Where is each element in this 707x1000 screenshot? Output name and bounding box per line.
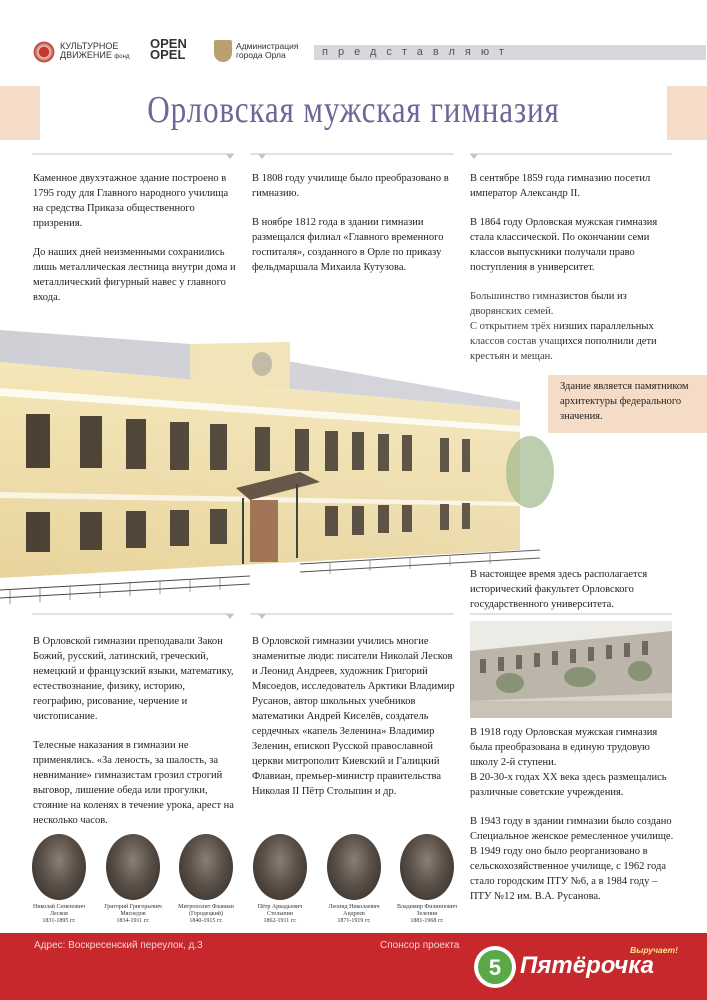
portrait-andreev — [327, 834, 381, 900]
gymnasium-building-illustration — [0, 292, 560, 608]
address-text: Адрес: Воскресенский переулок, д.3 — [34, 940, 203, 951]
portrait-image — [106, 834, 160, 900]
curriculum-column: В Орловской гимназии преподавали Закон Божий, русский, латинский, греческий, немецкий и французский языки, математику, естествознание, физику, историю, географию, рисование, черчение и чистописание. Телесные наказания в гимназии не применялись. «За леность, за шалость, за невнимание» гимназистам грозил строгий выговор, лишение обеда или прогулки, стояние на коленях в течение урока, арест на несколько часов. — [33, 636, 234, 826]
history-column-2: В 1808 году училище было преобразовано в гимназию. В ноябре 1812 года в здании гимназии размещался филиал «Главного временного госпиталя», созданного в Орле по приказу фельдмаршала Михаила Кутузова. — [252, 173, 449, 273]
portrait-image — [327, 834, 381, 900]
sponsor-label: Спонсор проекта — [380, 940, 460, 951]
svg-text:5: 5 — [488, 955, 502, 980]
present-day-text: В настоящее время здесь располагается исторический факультет Орловского государственного университета. — [470, 569, 648, 610]
historical-photo — [470, 621, 672, 718]
history-column-3: В сентябре 1859 года гимназию посетил император Александр II. В 1864 году Орловская мужская гимназия стала классической. По окончании семи классов выпускники получали право поступления в университет. Большинство гимназистов были из дворянских семей. С открытием трёх низших параллельных классов состав учащихся пополнили дети крестьян и мещан. — [470, 173, 658, 362]
kultura-logo-mark — [32, 40, 56, 64]
portrait-zelenin — [400, 834, 454, 900]
portrait-image — [400, 834, 454, 900]
portrait-caption: Леонид Николаевич Андреев 1871-1919 гг. — [328, 904, 380, 924]
portrait-image — [32, 834, 86, 900]
portrait-caption: Владимир Филиппович Зеленин 1881-1968 гг. — [396, 904, 458, 924]
top-dividers — [32, 152, 672, 160]
history-column-1: Каменное двухэтажное здание построено в 1795 году для Главного народного училища на средства Приказа общественного призрения. До наших дней неизменными сохранились лишь металлическая лестница внутри дома и металлический фигурный навес у главного входа. — [33, 173, 236, 303]
architecture-note: Здание является памятником архитектуры федерального значения. — [548, 375, 707, 433]
portrait-caption: Николай Семенович Лесков 1831-1895 гг. — [33, 904, 85, 924]
city-crest-icon — [214, 40, 232, 62]
kultura-logo — [32, 38, 142, 66]
administration-logo: Администрация города Орла — [214, 40, 314, 62]
kultura-logo-text: КУЛЬТУРНОЕ ДВИЖЕНИЕ фонд — [60, 41, 130, 60]
portrait-stolypin — [253, 834, 307, 900]
portrait-image — [253, 834, 307, 900]
portrait-caption: Пётр Аркадьевич Столыпин 1862-1911 гг. — [257, 904, 303, 924]
portrait-leskov — [32, 834, 86, 900]
open-opel-logo: OPEN OPEL — [150, 36, 187, 62]
page-title: Орловская мужская гимназия — [147, 89, 560, 131]
pyaterochka-logo-icon — [472, 944, 518, 990]
portrait-caption: Митрополит Флавиан (Городецкий) 1840-1915 гг. — [178, 904, 234, 924]
portrait-flavian — [179, 834, 233, 900]
sponsor-brand: Пятёрочка — [520, 952, 655, 979]
sponsor-tagline: Выручает! — [630, 945, 678, 955]
bottom-dividers — [32, 612, 672, 620]
soviet-history-column: В 1918 году Орловская мужская гимназия была преобразована в единую трудовую школу 2-й ступени. В 20-30-х годах XX века здесь размещались различные советские учреждения. В 1943 году в здании гимназии было создано Специальное женское ремесленное училище. В 1949 году оно было реорганизовано в сельскохозяйственное училище, с 1962 года стало городским ПТУ №6, а в 1984 году – ПТУ №12 им. В.А. Русанова. — [470, 727, 674, 902]
portrait-caption: Григорий Григорьевич Мясоедов 1834-1911 гг. — [104, 904, 162, 924]
portrait-myasoedov — [106, 834, 160, 900]
presents-banner: представляют — [314, 45, 706, 60]
portrait-image — [179, 834, 233, 900]
famous-alumni-column: В Орловской гимназии учились многие знаменитые люди: писатели Николай Лесков и Леонид Андреев, художник Григорий Мясоедов, исследователь Арктики Владимир Русанов, автор школьных учебников математики Андрей Киселёв, создатель сердечных «капель Зеленина» Владимир Зеленин, епископ Русской православной церкви митрополит Киевский и Галицкий Флавиан, премьер-министр правительства Николая II Пётр Столыпин и др. — [252, 636, 455, 797]
